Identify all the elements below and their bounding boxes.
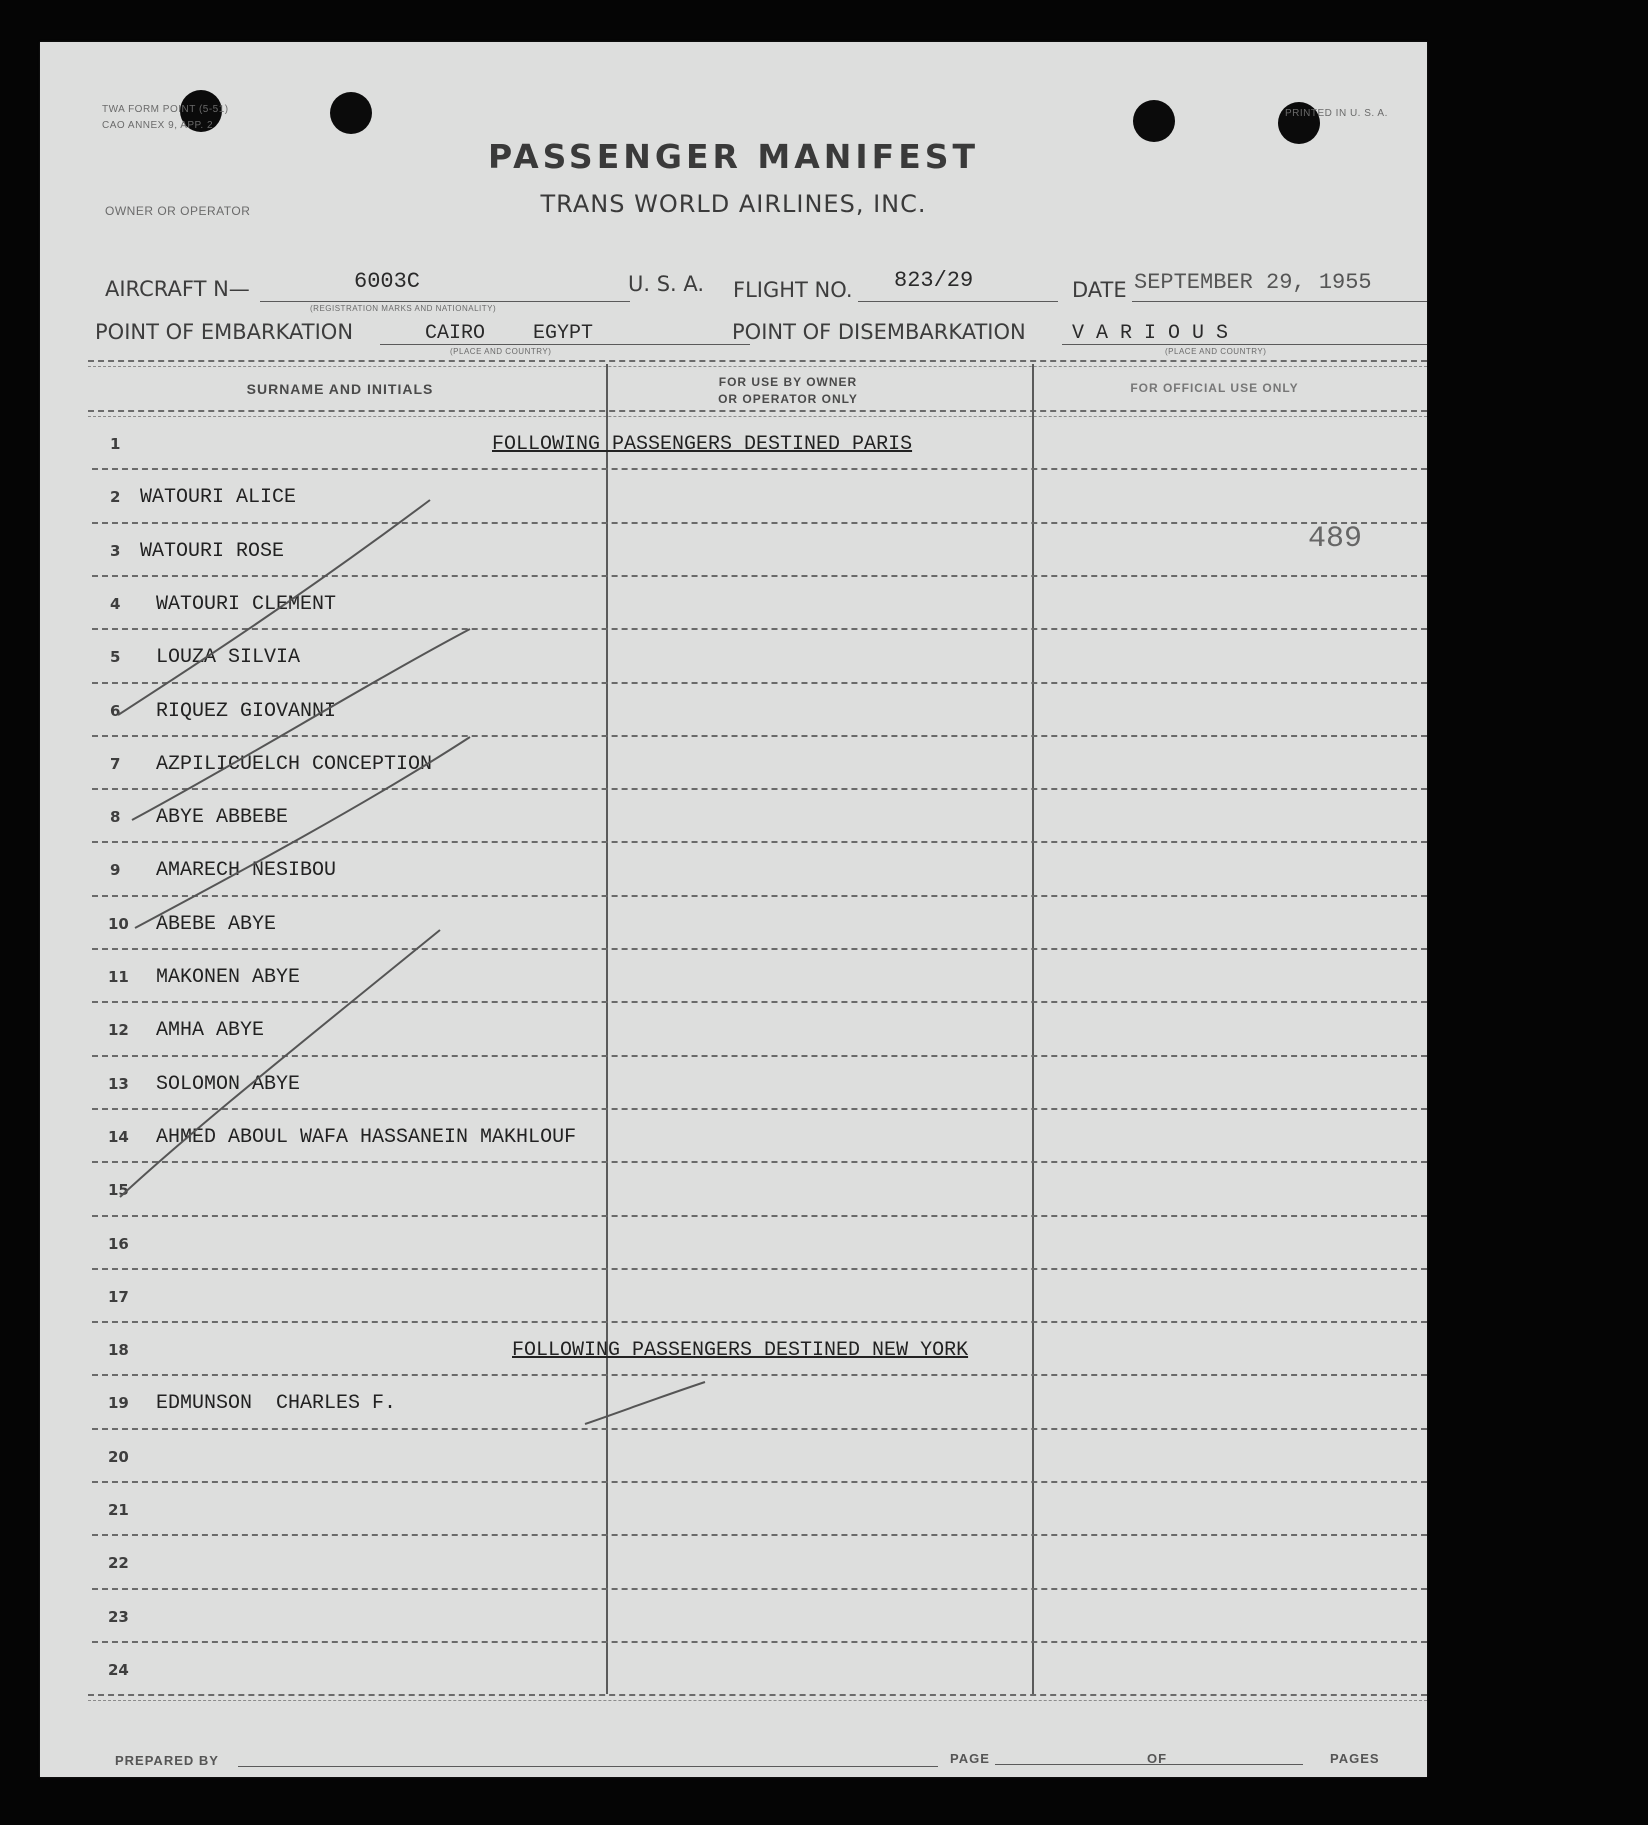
row-number: 10 <box>108 914 129 933</box>
date-label: DATE <box>1072 278 1127 302</box>
passenger-name: ABEBE ABYE <box>156 912 277 936</box>
row-number: 3 <box>110 541 121 560</box>
page-title: PASSENGER MANIFEST <box>487 137 980 176</box>
passenger-name: MAKONEN ABYE <box>156 966 301 989</box>
page-label: PAGE <box>950 1751 990 1766</box>
company-name: TRANS WORLD AIRLINES, INC. <box>540 190 927 218</box>
manifest-sheet <box>40 42 1427 1777</box>
row-number: 17 <box>108 1287 129 1306</box>
row-number: 4 <box>110 594 121 613</box>
row-number: 18 <box>108 1341 129 1360</box>
pencil-stroke <box>135 737 470 928</box>
owner-column-header-line-2: OR OPERATOR ONLY <box>718 392 858 406</box>
stamp-number: 489 <box>1308 522 1363 556</box>
row-number: 22 <box>108 1554 129 1573</box>
owner-label: OWNER OR OPERATOR <box>105 204 251 218</box>
passenger-name: WATOURI ROSE <box>140 539 285 563</box>
pencil-stroke <box>132 629 470 820</box>
passenger-name: AMHA ABYE <box>156 1019 265 1043</box>
printed-in: PRINTED IN U. S. A. <box>1285 108 1388 119</box>
row-number: 12 <box>108 1021 129 1040</box>
row-number: 24 <box>108 1660 129 1679</box>
pencil-stroke <box>585 1382 705 1424</box>
form-number: TWA FORM POINT (5-51) <box>102 104 229 115</box>
flight-label: FLIGHT NO. <box>733 278 853 302</box>
prepared-by-label: PREPARED BY <box>115 1753 219 1768</box>
row-number: 14 <box>108 1127 129 1146</box>
embark-hint: (PLACE AND COUNTRY) <box>450 347 552 356</box>
row-number: 1 <box>110 435 121 453</box>
surname-column-header: SURNAME AND INITIALS <box>246 381 434 397</box>
aircraft-label: AIRCRAFT N— <box>105 277 250 301</box>
passenger-name: EDMUNSON CHARLES F. <box>156 1392 397 1416</box>
row-number: 8 <box>110 808 121 827</box>
disembarkation-point: V A R I O U S <box>1072 322 1229 345</box>
passenger-name: AMARECH NESIBOU <box>156 859 337 883</box>
row-number: 5 <box>110 648 121 667</box>
passenger-name: RIQUEZ GIOVANNI <box>156 699 337 723</box>
destination-heading: FOLLOWING PASSENGERS DESTINED PARIS <box>492 433 913 456</box>
row-number: 7 <box>110 754 121 773</box>
owner-column-header-line-1: FOR USE BY OWNER <box>718 375 858 389</box>
pencil-stroke <box>120 930 440 1197</box>
row-number: 9 <box>110 861 121 880</box>
cao-reference: CAO ANNEX 9, APP. 2 <box>102 120 214 131</box>
flight-number: 823/29 <box>894 268 974 293</box>
registration-hint: (REGISTRATION MARKS AND NATIONALITY) <box>310 304 497 313</box>
passenger-name: LOUZA SILVIA <box>156 646 301 670</box>
pencil-marks <box>40 42 1427 1777</box>
row-number: 20 <box>108 1447 129 1466</box>
aircraft-number: 6003C <box>354 269 421 294</box>
official-column-header: FOR OFFICIAL USE ONLY <box>1130 381 1299 395</box>
passenger-name: WATOURI CLEMENT <box>156 592 337 616</box>
passenger-name: AHMED ABOUL WAFA HASSANEIN MAKHLOUF <box>156 1125 577 1149</box>
row-number: 15 <box>108 1181 129 1200</box>
passenger-name: SOLOMON ABYE <box>156 1072 301 1096</box>
of-label: OF <box>1147 1751 1168 1766</box>
row-number: 16 <box>108 1234 129 1253</box>
embarkation-point: CAIRO EGYPT <box>425 322 594 345</box>
row-number: 13 <box>108 1074 129 1093</box>
passenger-name: ABYE ABBEBE <box>156 806 289 830</box>
passenger-name: WATOURI ALICE <box>140 486 297 510</box>
row-number: 21 <box>108 1501 129 1519</box>
row-number: 6 <box>110 701 121 720</box>
destination-heading: FOLLOWING PASSENGERS DESTINED NEW YORK <box>512 1339 969 1363</box>
disembarkation-label: POINT OF DISEMBARKATION <box>732 320 1026 344</box>
embarkation-label: POINT OF EMBARKATION <box>95 320 354 344</box>
row-number: 19 <box>108 1394 129 1413</box>
row-number: 23 <box>108 1607 129 1626</box>
pencil-stroke <box>118 500 430 715</box>
row-number: 2 <box>110 488 121 507</box>
flight-date: SEPTEMBER 29, 1955 <box>1134 270 1372 295</box>
nationality: U. S. A. <box>628 272 705 296</box>
pages-label: PAGES <box>1330 1751 1380 1766</box>
disembark-hint: (PLACE AND COUNTRY) <box>1165 347 1267 356</box>
passenger-name: AZPILICUELCH CONCEPTION <box>156 752 433 776</box>
row-number: 11 <box>108 968 129 986</box>
